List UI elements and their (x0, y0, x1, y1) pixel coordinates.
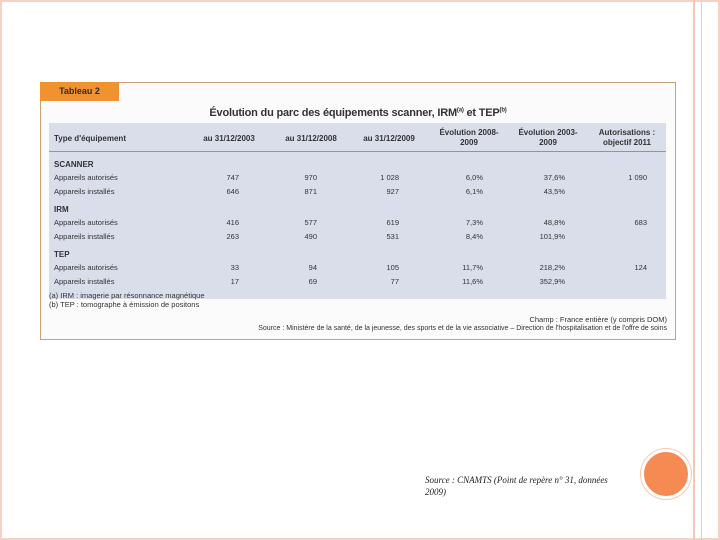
cell: 1 090 (628, 173, 647, 182)
group-tep: TEP (54, 250, 70, 259)
cell: 17 (230, 277, 239, 286)
cell: 6,0% (465, 173, 483, 182)
figure-title: Évolution du parc des équipements scanner, IRM$^{(a)}$ et TEP$^{(b)}$ (209, 107, 507, 119)
cell: 490 (304, 232, 317, 241)
cell: 11,6% (462, 277, 483, 286)
row-label: Appareils autorisés (54, 218, 118, 227)
cell: 531 (386, 232, 399, 241)
cell: 352,9% (539, 277, 565, 286)
cell: 683 (634, 218, 647, 227)
cell: 6,1% (465, 187, 483, 196)
champ-note: Champ : France entière (y compris DOM) (529, 315, 667, 324)
cell: 218,2% (539, 263, 565, 272)
cell: 1 028 (380, 173, 399, 182)
data-table (49, 123, 666, 299)
cell: 33 (230, 263, 239, 272)
row-label: Appareils installés (54, 187, 115, 196)
cell: 105 (386, 263, 399, 272)
row-label: Appareils autorisés (54, 173, 118, 182)
cell: 77 (390, 277, 399, 286)
cell: 7,3% (465, 218, 483, 227)
cell: 8,4% (465, 232, 483, 241)
cell: 263 (226, 232, 239, 241)
row-label: Appareils installés (54, 232, 115, 241)
cell: 927 (386, 187, 399, 196)
cell: 69 (308, 277, 317, 286)
cell: 48,8% (543, 218, 565, 227)
table-header (49, 125, 666, 152)
cell: 43,5% (543, 187, 565, 196)
cell: 124 (634, 263, 647, 272)
cell: 970 (304, 173, 317, 182)
row-label: Appareils installés (54, 277, 115, 286)
column-header: au 31/12/2008 (285, 134, 337, 143)
cell: 871 (304, 187, 317, 196)
decorative-line (701, 0, 702, 540)
cell: 416 (226, 218, 239, 227)
column-header: au 31/12/2003 (203, 134, 255, 143)
row-label: Appareils autorisés (54, 263, 118, 272)
group-irm: IRM (54, 205, 69, 214)
column-header: Autorisations : objectif 2011 (598, 128, 656, 147)
cell: 11,7% (462, 263, 483, 272)
cell: 101,9% (539, 232, 565, 241)
cell: 747 (226, 173, 239, 182)
footnote-a: (a) IRM : imagerie par résonnance magnétique (49, 291, 205, 300)
decorative-line (693, 0, 695, 540)
footnote-b: (b) TEP : tomographe à émission de positons (49, 300, 200, 309)
figure-tag: Tableau 2 (40, 82, 119, 101)
cell: 37,6% (543, 173, 565, 182)
cell: 94 (308, 263, 317, 272)
decorative-circle (641, 449, 691, 499)
column-header: Évolution 2003-2009 (518, 128, 578, 147)
cell: 619 (386, 218, 399, 227)
table-source: Source : Ministère de la santé, de la jeunesse, des sports et de la vie associative – Direction de l'hospitalisation et de l'offre de soins (258, 325, 667, 332)
cell: 646 (226, 187, 239, 196)
slide-source-note: Source : CNAMTS (Point de repère n° 31, données 2009) (425, 475, 608, 497)
cell: 577 (304, 218, 317, 227)
column-header: Type d'équipement (54, 134, 126, 143)
column-header: au 31/12/2009 (363, 134, 415, 143)
group-scanner: SCANNER (54, 160, 94, 169)
column-header: Évolution 2008-2009 (439, 128, 499, 147)
table-figure (40, 82, 676, 340)
